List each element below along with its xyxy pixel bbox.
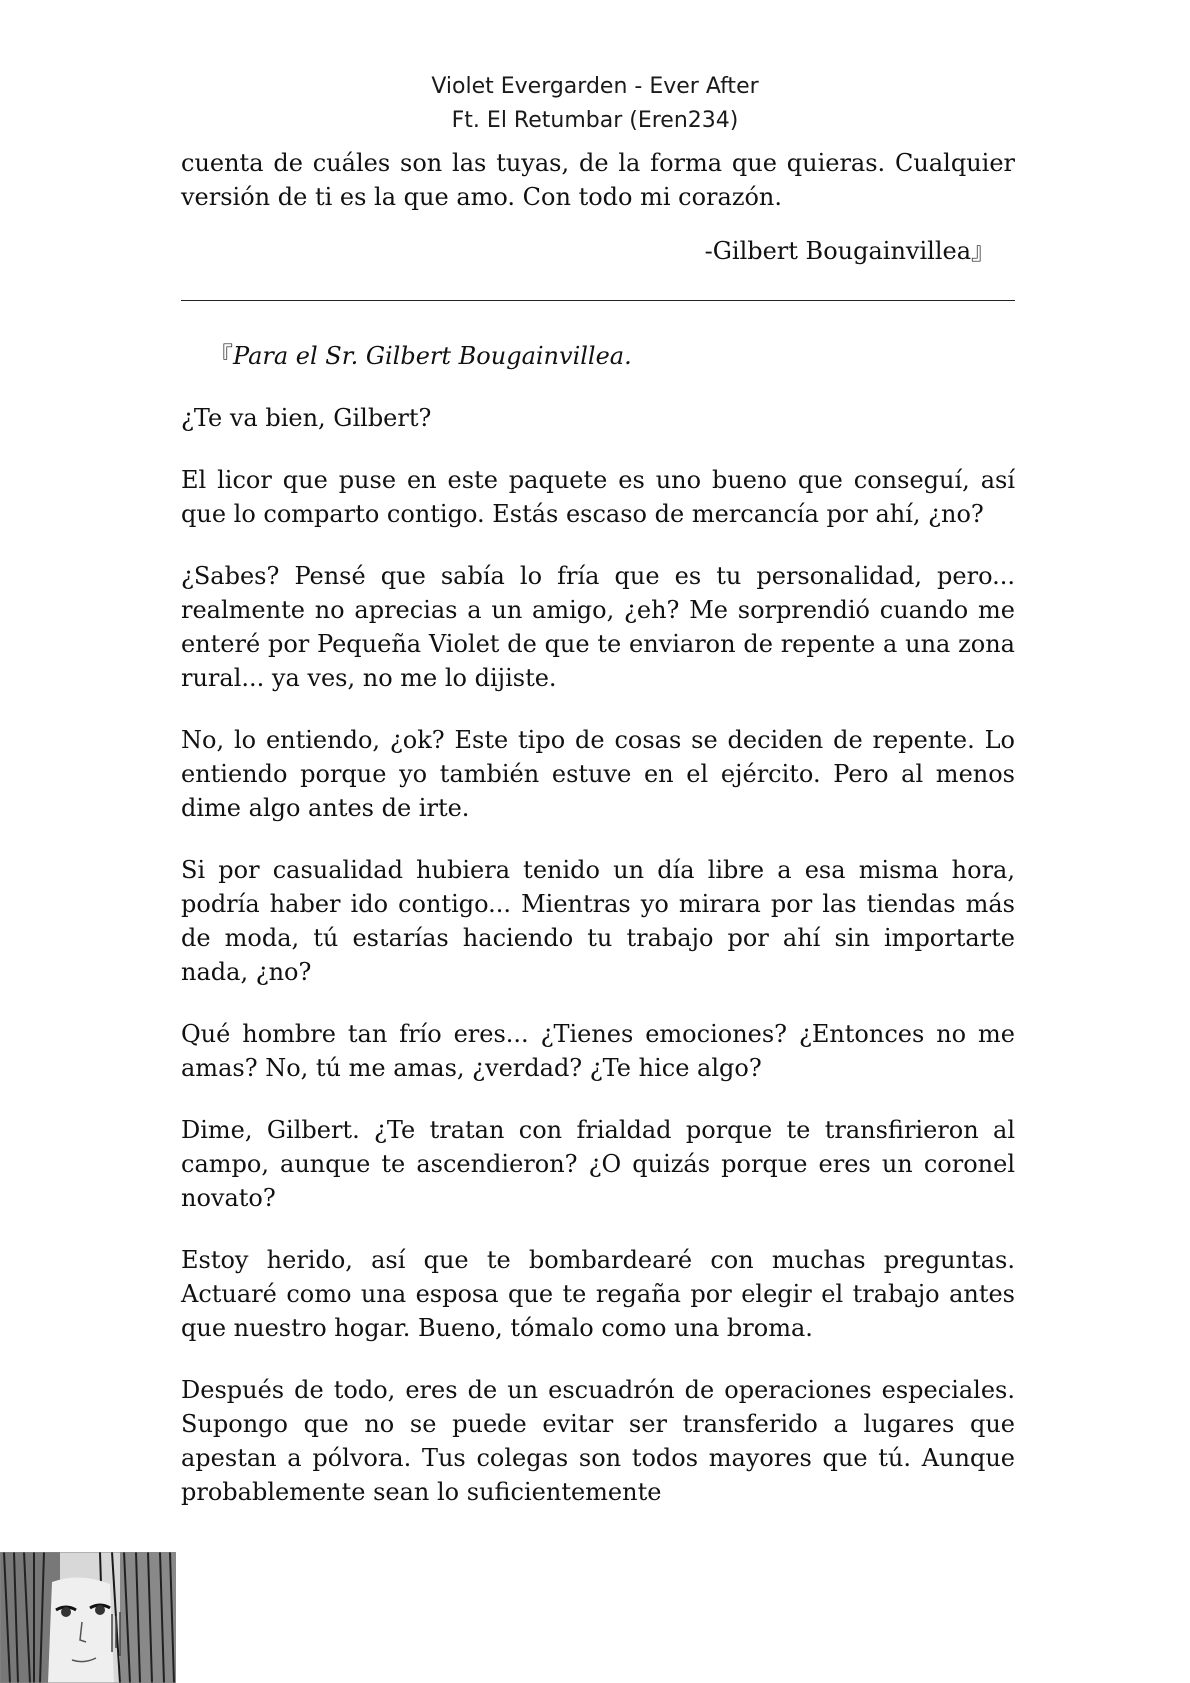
letter-paragraph: El licor que puse en este paquete es uno bueno que conseguí, así que lo comparto contigo. Estás escaso de mercancía por ahí, ¿no?: [181, 466, 1015, 528]
letter-paragraph: ¿Sabes? Pensé que sabía lo fría que es tu personalidad, pero... realmente no aprecias a un amigo, ¿eh? Me sorprendió cuando me enteré por Pequeña Violet de que te enviaron de repente a una zona rural... ya ves, no me lo dijiste.: [181, 562, 1015, 692]
letter-paragraph: Si por casualidad hubiera tenido un día libre a esa misma hora, podría haber ido contigo... Mientras yo mirara por las tiendas más de moda, tú estarías haciendo tu trabajo por ahí sin importarte nada, ¿no?: [181, 856, 1015, 986]
letter-paragraph: No, lo entiendo, ¿ok? Este tipo de cosas se deciden de repente. Lo entiendo porque yo también estuve en el ejército. Pero al menos dime algo antes de irte.: [181, 726, 1015, 822]
section-divider: [181, 300, 1015, 301]
letter-salutation: [209, 339, 1015, 373]
letter-signature: -Gilbert Bougainvillea』: [704, 237, 995, 265]
salutation-text: Para el Sr. Gilbert Bougainvillea.: [233, 342, 632, 370]
letter-paragraph: Estoy herido, así que te bombardearé con muchas preguntas. Actuaré como una esposa que te regaña por elegir el trabajo antes que nuestro hogar. Bueno, tómalo como una broma.: [181, 1246, 1015, 1342]
letter-paragraph: Después de todo, eres de un escuadrón de operaciones especiales. Supongo que no se puede evitar ser transferido a lugares que apestan a pólvora. Tus colegas son todos mayores que tú. Aunque probablemente sean lo suficientemente: [181, 1376, 1015, 1506]
page-body: [181, 146, 1015, 1537]
letter-continuation: cuenta de cuáles son las tuyas, de la forma que quieras. Cualquier versión de ti es la que amo. Con todo mi corazón.: [181, 149, 1015, 211]
open-bracket: 『: [209, 342, 233, 370]
manga-character-portrait-icon: [0, 1552, 176, 1683]
letter-paragraph: ¿Te va bien, Gilbert?: [181, 404, 432, 432]
letter-paragraph: Qué hombre tan frío eres... ¿Tienes emociones? ¿Entonces no me amas? No, tú me amas, ¿verdad? ¿Te hice algo?: [181, 1020, 1015, 1082]
page-header: [0, 70, 1190, 138]
header-credit: Ft. El Retumbar (Eren234): [451, 108, 739, 133]
letter-paragraph: Dime, Gilbert. ¿Te tratan con frialdad porque te transfirieron al campo, aunque te ascendieron? ¿O quizás porque eres un coronel novato?: [181, 1116, 1015, 1212]
header-title: Violet Evergarden - Ever After: [431, 74, 759, 99]
